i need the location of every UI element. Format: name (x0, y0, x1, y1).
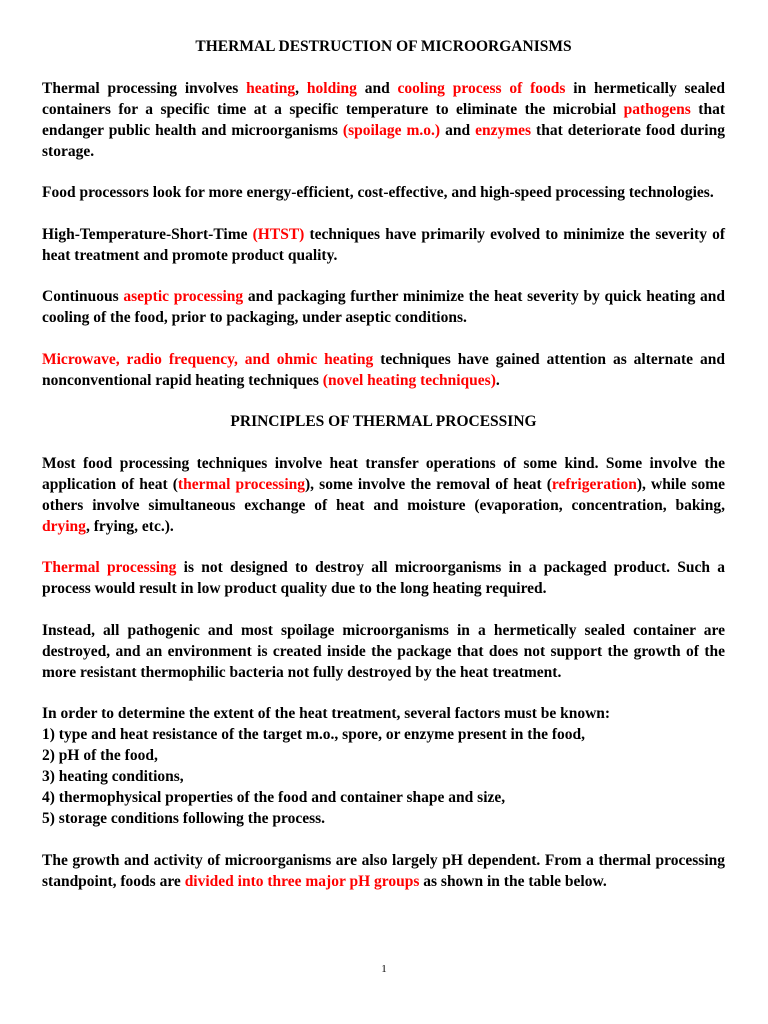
paragraph-not-all-destroyed (42, 557, 725, 599)
spacer (42, 599, 725, 620)
spacer (42, 432, 725, 453)
highlight-enzymes: enzymes (475, 121, 532, 139)
highlight-heating: heating (246, 79, 296, 97)
text-run: as shown in the table below. (419, 872, 607, 890)
text-run: techniques have gained attention as alternate and nonconventional rapid heating techniques (42, 350, 726, 389)
list-item: 1) type and heat resistance of the target m.o., spore, or enzyme present in the food, (42, 726, 585, 743)
highlight-aseptic-processing: aseptic processing (123, 288, 244, 305)
text-run: is not designed to destroy all microorganisms in a packaged product. Such a process would result in low product quality due to the long heating required. (42, 559, 726, 597)
text-run: that endanger public health and microorganisms (42, 100, 725, 139)
paragraph-food-processors: Food processors look for more energy-efficient, cost-effective, and high-speed processing technologies. (42, 184, 714, 201)
paragraph-pathogenic-destroyed: Instead, all pathogenic and most spoilage microorganisms in a hermetically sealed container are destroyed, and an environment is created inside the package that does not support the growth of the more resistant thermophilic bacteria not fully destroyed by the heat treatment. (42, 621, 725, 681)
text-run: ), while some others involve simultaneous exchange of heat and moisture (evaporation, concentration, baking, (42, 475, 725, 514)
spacer (42, 537, 725, 558)
list-item: 3) heating conditions, (42, 768, 184, 785)
spacer (42, 162, 725, 183)
highlight-cooling-process: cooling process of foods (397, 79, 566, 97)
text-run: Thermal processing involves (42, 79, 247, 97)
highlight-microwave-rf-ohmic: Microwave, radio frequency, and ohmic heating (42, 350, 374, 368)
spacer (42, 328, 725, 349)
text-run: High-Temperature-Short-Time (42, 225, 253, 243)
text-run: ), some involve the removal of heat ( (305, 475, 552, 493)
spacer (42, 57, 725, 78)
spacer (42, 266, 725, 287)
list-intro: In order to determine the extent of the heat treatment, several factors must be known: (42, 705, 611, 722)
section-heading: PRINCIPLES OF THERMAL PROCESSING (230, 413, 537, 430)
spacer (42, 203, 725, 224)
highlight-thermal-processing: Thermal processing (42, 559, 177, 576)
list-item: 5) storage conditions following the process. (42, 810, 326, 827)
factors-list (42, 703, 725, 829)
spacer (42, 391, 725, 412)
paragraph-aseptic (42, 286, 725, 328)
text-run: in hermetically sealed containers for a specific time at a specific temperature to eliminate the microbial (42, 79, 725, 118)
text-run: Most food processing techniques involve heat transfer operations of some kind. Some involve the application of heat ( (42, 454, 725, 493)
paragraph-thermal-processing-definition (42, 78, 725, 162)
highlight-ph-groups: divided into three major pH groups (184, 872, 420, 890)
text-run: , frying, etc.). (85, 517, 174, 535)
highlight-pathogens: pathogens (623, 100, 691, 118)
highlight-htst: (HTST) (252, 225, 305, 243)
page-number: 1 (381, 963, 387, 975)
text-run: techniques have primarily evolved to minimize the severity of heat treatment and promote product quality. (42, 225, 725, 264)
spacer (42, 683, 725, 704)
spacer (42, 829, 725, 850)
paragraph-heat-transfer (42, 453, 725, 537)
text-run: and (440, 121, 476, 139)
highlight-spoilage: (spoilage m.o.) (342, 121, 441, 139)
text-run: and packaging further minimize the heat severity by quick heating and cooling of the food, prior to packaging, under aseptic conditions. (42, 288, 725, 326)
paragraph-novel-heating (42, 349, 725, 391)
list-item: 2) pH of the food, (42, 747, 158, 764)
highlight-holding: holding (306, 79, 357, 97)
paragraph-htst (42, 224, 725, 266)
list-item: 4) thermophysical properties of the food and container shape and size, (42, 789, 506, 806)
text-run: and (356, 79, 398, 97)
text-run: The growth and activity of microorganisms are also largely pH dependent. From a thermal processing standpoint, foods are (42, 851, 725, 890)
highlight-drying: drying (42, 517, 86, 535)
highlight-refrigeration: refrigeration (551, 475, 637, 493)
paragraph-ph-groups (42, 850, 725, 892)
text-run: Continuous (42, 288, 124, 305)
highlight-novel-heating: (novel heating techniques) (322, 371, 496, 389)
highlight-thermal-processing: thermal processing (177, 475, 306, 493)
text-run: , (295, 79, 307, 97)
text-run: that deteriorate food during storage. (42, 121, 725, 160)
document-title: THERMAL DESTRUCTION OF MICROORGANISMS (195, 38, 572, 55)
text-run: . (495, 371, 500, 389)
